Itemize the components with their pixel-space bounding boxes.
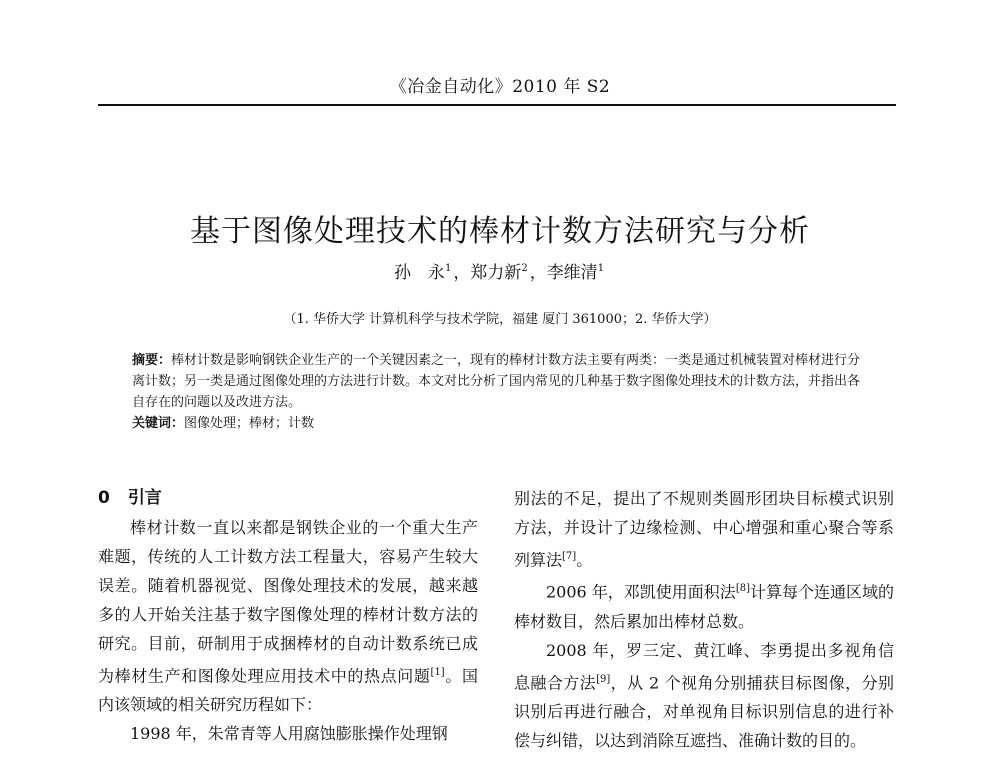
citation-mark: [8] (735, 583, 750, 595)
paper-title: 基于图像处理技术的棒材计数方法研究与分析 (190, 214, 810, 250)
author-affiliation-mark: 2 (521, 263, 528, 275)
body-text: ，从 2 个视角分别捕获目标图像，分别识别后再进行融合，对单视角目标识别信息的进行补偿与纠错，以达到消除互遮挡、准确计数的目的。 (514, 672, 894, 750)
body-paragraph (514, 636, 894, 755)
author-name: 郑力新 (470, 263, 522, 283)
section-title: 引言 (127, 488, 162, 508)
author-name: 孙 永 (393, 263, 445, 283)
body-paragraph (98, 719, 478, 748)
body-text: 别法的不足，提出了不规则类圆形团块目标模式识别方法，并设计了边缘检测、中心增强和重心聚合等系列算法 (514, 489, 894, 570)
author-separator: ， (529, 263, 547, 283)
author-line (0, 258, 1000, 283)
author-separator: ， (453, 263, 471, 283)
keywords-label: 关键词： (132, 416, 185, 431)
right-column (514, 484, 894, 755)
body-text: 棒材计数一直以来都是钢铁企业的一个重大生产难题，传统的人工计数方法工程量大，容易产生较大误差。随着机器视觉、图像处理技术的发展，越来越多的人开始关注基于数字图像处理的棒材计数方法的研究。目前，研制用于成捆棒材的自动计数系统已成为棒材生产和图像处理应用技术中的热点问题 (98, 518, 478, 686)
body-paragraph (514, 574, 894, 635)
author-affiliation-mark: 1 (444, 263, 452, 275)
left-column (98, 484, 478, 748)
body-text: 1998 年，朱常青等人用腐蚀膨胀操作处理钢 (130, 724, 448, 744)
abstract (132, 350, 868, 413)
section-heading (98, 484, 478, 513)
citation-mark: [7] (562, 551, 577, 562)
body-text: 2006 年，邓凯使用面积法 (546, 582, 736, 602)
keywords (132, 413, 868, 434)
body-text: 。 (576, 550, 593, 570)
body-text: 。国内该领域的相关研究历程如下： (98, 666, 478, 715)
body-text: 计算每个连通区域的棒材数目，然后累加出棒材总数。 (514, 582, 894, 631)
abstract-text: 棒材计数是影响钢铁企业生产的一个关键因素之一，现有的棒材计数方法主要有两类：一类是通过机械装置对棒材进行分离计数；另一类是通过图像处理的方法进行计数。本文对比分析了国内常见的几种基于数字图像处理技术的计数方法，并指出各自存在的问题以及改进方法。 (132, 353, 861, 410)
affiliation: （1. 华侨大学 计算机科学与技术学院，福建 厦门 361000；2. 华侨大学） (283, 312, 717, 327)
citation-mark: [1] (430, 667, 445, 678)
section-number: 0 (98, 488, 110, 508)
author-name: 李维清 (546, 263, 598, 283)
body-paragraph (98, 513, 478, 719)
citation-mark: [9] (596, 673, 611, 685)
journal-header: 《冶金自动化》2010 年 S2 (389, 77, 611, 97)
body-paragraph (514, 484, 894, 574)
body-text: 2008 年，罗三定、黄江峰、李勇提出多视角信息融合方法 (514, 640, 894, 692)
keywords-text: 图像处理；棒材；计数 (184, 416, 315, 431)
abstract-block (132, 350, 868, 434)
abstract-label: 摘要： (132, 353, 172, 368)
header-rule (98, 104, 896, 106)
author-affiliation-mark: 1 (597, 263, 605, 275)
